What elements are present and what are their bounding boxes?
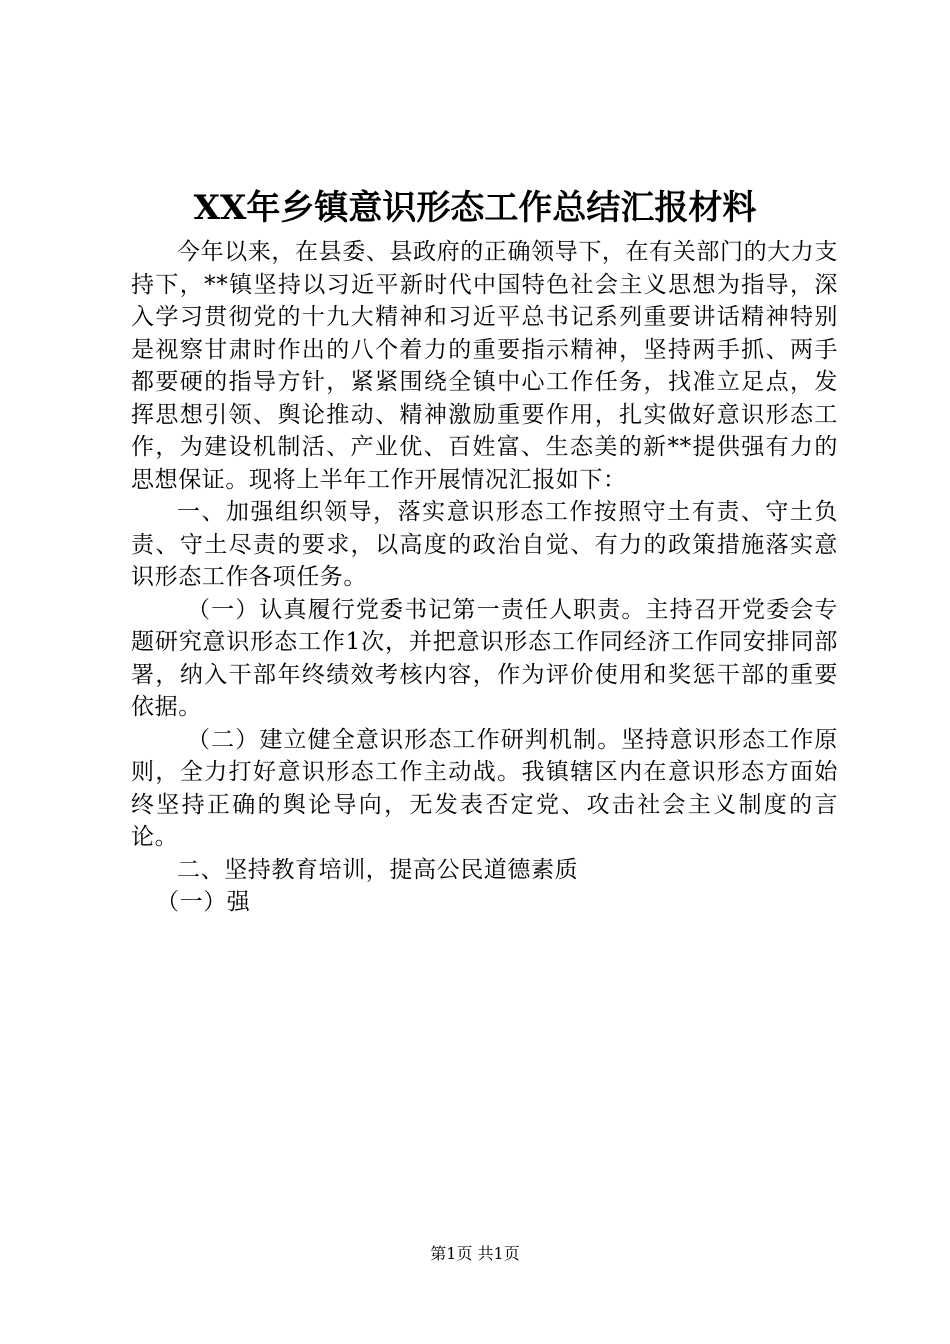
subsection-one-paragraph: （一）认真履行党委书记第一责任人职责。主持召开党委会专题研究意识形态工作1次，并把意识形态工作同经济工作同安排同部署，纳入干部年终绩效考核内容，作为评价使用和奖惩干部的重要依据。 bbox=[131, 596, 838, 720]
page-footer: 第1页 共1页 bbox=[430, 1244, 520, 1263]
section-two-heading: 二、坚持教育培训，提高公民道德素质 bbox=[177, 856, 579, 883]
subsection-fragment: （一）强 bbox=[156, 889, 251, 915]
subsection-two-paragraph: （二）建立健全意识形态工作研判机制。坚持意识形态工作原则，全力打好意识形态工作主动战。我镇辖区内在意识形态方面始终坚持正确的舆论导向，无发表否定党、攻击社会主义制度的言论。 bbox=[131, 726, 838, 850]
document-body bbox=[131, 236, 838, 919]
section-one-paragraph: 一、加强组织领导，落实意识形态工作按照守土有责、守土负责、守土尽责的要求，以高度的政治自觉、有力的政策措施落实意识形态工作各项任务。 bbox=[131, 499, 838, 590]
intro-paragraph: 今年以来，在县委、县政府的正确领导下，在有关部门的大力支持下，**镇坚持以习近平新时代中国特色社会主义思想为指导，深入学习贯彻党的十九大精神和习近平总书记系列重要讲话精神特别是视察甘肃时作出的八个着力的重要指示精神，坚持两手抓、两手都要硬的指导方针，紧紧围绕全镇中心工作任务，找准立足点，发挥思想引领、舆论推动、精神激励重要作用，扎实做好意识形态工作，为建设机制活、产业优、百姓富、生态美的新**提供强有力的思想保证。现将上半年工作开展情况汇报如下： bbox=[131, 239, 838, 493]
document-title: XX年乡镇意识形态工作总结汇报材料 bbox=[193, 188, 757, 228]
